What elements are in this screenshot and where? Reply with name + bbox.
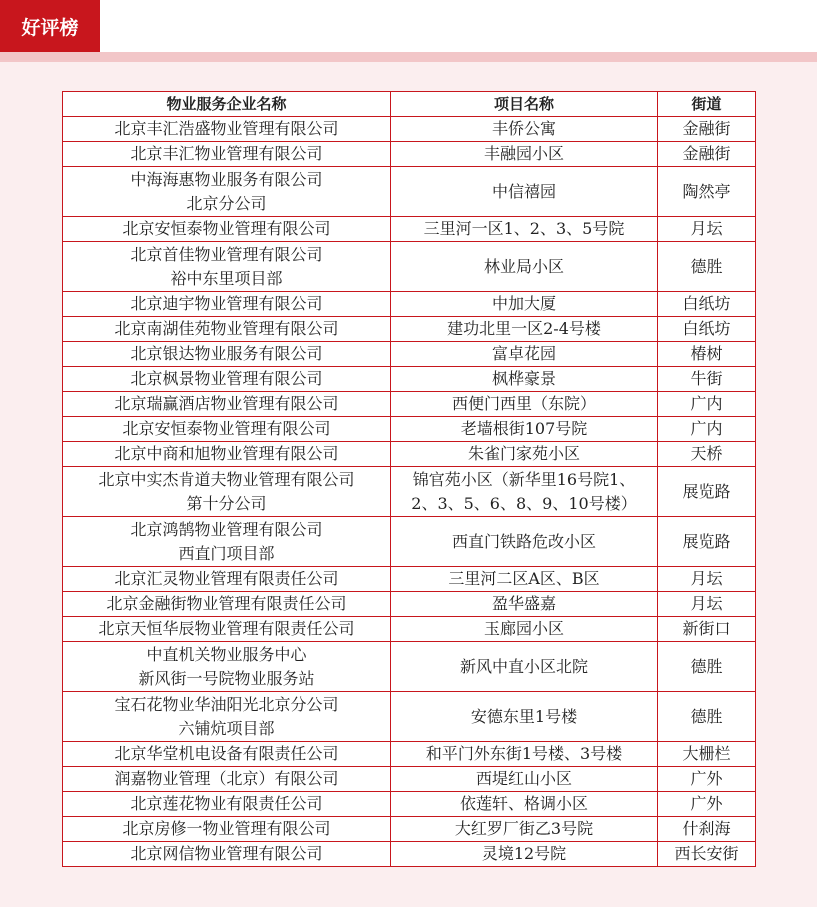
company-cell (63, 242, 391, 292)
table-row (63, 292, 756, 317)
table-row (63, 317, 756, 342)
project-cell-line: 依莲轩、格调小区 (459, 794, 588, 813)
ranking-table (62, 91, 756, 867)
project-cell-line: 三里河二区A区、B区 (448, 569, 600, 588)
table-row (63, 617, 756, 642)
company-cell-line: 北京安恒泰物业管理有限公司 (122, 419, 331, 438)
table-row (63, 592, 756, 617)
header (0, 0, 817, 62)
table-row (63, 142, 756, 167)
project-cell-line: 朱雀门家苑小区 (467, 444, 580, 463)
ranking-panel (0, 62, 817, 907)
street-cell: 金融街 (658, 117, 756, 142)
table-header-row (63, 92, 756, 117)
project-cell-line: 丰融园小区 (483, 144, 564, 163)
project-cell (391, 792, 658, 817)
street-cell: 新街口 (658, 617, 756, 642)
company-cell-line: 北京天恒华辰物业管理有限责任公司 (98, 619, 355, 638)
project-cell (391, 617, 658, 642)
company-cell-line: 北京金融街物业管理有限责任公司 (106, 594, 347, 613)
table-row (63, 517, 756, 567)
project-cell (391, 367, 658, 392)
table-row (63, 367, 756, 392)
company-cell-line: 六铺炕项目部 (178, 718, 275, 738)
project-cell (391, 317, 658, 342)
project-cell-line: 建功北里一区2-4号楼 (447, 319, 601, 338)
company-cell-line: 北京房修一物业管理有限公司 (122, 819, 331, 838)
company-cell (63, 292, 391, 317)
project-cell-line: 和平门外东街1号楼、3号楼 (425, 744, 623, 763)
project-cell-line: 中信禧园 (491, 181, 556, 201)
company-cell (63, 642, 391, 692)
company-cell-line: 北京鸿鹄物业管理有限公司 (130, 519, 323, 539)
company-cell-line: 新风街一号院物业服务站 (138, 668, 315, 688)
project-cell (391, 217, 658, 242)
company-cell (63, 367, 391, 392)
company-cell-line: 北京丰汇物业管理有限公司 (130, 144, 323, 163)
project-cell-line: 西堤红山小区 (475, 769, 572, 788)
company-cell-line: 北京汇灵物业管理有限责任公司 (114, 569, 339, 588)
project-cell-line: 玉廊园小区 (483, 619, 564, 638)
project-cell-line: 西直门铁路危改小区 (451, 531, 596, 551)
street-cell: 什刹海 (658, 817, 756, 842)
company-cell (63, 567, 391, 592)
street-cell: 西长安街 (658, 842, 756, 867)
project-cell-line: 安德东里1号楼 (470, 706, 578, 726)
street-cell: 月坛 (658, 592, 756, 617)
project-cell (391, 742, 658, 767)
project-cell (391, 242, 658, 292)
project-cell (391, 442, 658, 467)
table-row (63, 742, 756, 767)
company-cell-line: 北京华堂机电设备有限责任公司 (114, 744, 339, 763)
table-row (63, 217, 756, 242)
project-cell-line: 枫桦豪景 (491, 369, 556, 388)
street-cell: 月坛 (658, 567, 756, 592)
street-cell: 展览路 (658, 517, 756, 567)
company-cell (63, 792, 391, 817)
table-row (63, 242, 756, 292)
company-cell (63, 142, 391, 167)
project-cell-line: 盈华盛嘉 (491, 594, 556, 613)
company-cell-line: 润嘉物业管理（北京）有限公司 (114, 769, 339, 788)
company-cell-line: 北京莲花物业有限责任公司 (130, 794, 323, 813)
table-row (63, 817, 756, 842)
project-cell-line: 大红罗厂街乙3号院 (454, 819, 594, 838)
project-cell-line: 锦官苑小区（新华里16号院1、 (412, 469, 636, 489)
company-cell-line: 西直门项目部 (178, 543, 275, 563)
table-row (63, 692, 756, 742)
project-cell (391, 292, 658, 317)
company-cell-line: 北京瑞赢酒店物业管理有限公司 (114, 394, 339, 413)
street-cell: 白纸坊 (658, 292, 756, 317)
project-cell (391, 692, 658, 742)
page-title: 好评榜 (0, 0, 100, 52)
company-cell-line: 北京丰汇浩盛物业管理有限公司 (114, 119, 339, 138)
table-body (63, 117, 756, 867)
title-divider (0, 52, 817, 62)
project-cell-line: 2、3、5、6、8、9、10号楼） (411, 493, 637, 513)
company-cell-line: 北京安恒泰物业管理有限公司 (122, 219, 331, 238)
street-cell: 大栅栏 (658, 742, 756, 767)
company-cell-line: 北京南湖佳苑物业管理有限公司 (114, 319, 339, 338)
project-cell (391, 767, 658, 792)
street-cell: 展览路 (658, 467, 756, 517)
company-cell-line: 北京首佳物业管理有限公司 (130, 244, 323, 264)
street-cell: 月坛 (658, 217, 756, 242)
project-cell (391, 167, 658, 217)
company-cell (63, 767, 391, 792)
company-cell-line: 北京网信物业管理有限公司 (130, 844, 323, 863)
company-cell (63, 317, 391, 342)
project-cell (391, 142, 658, 167)
company-cell (63, 392, 391, 417)
company-cell-line: 裕中东里项目部 (170, 268, 283, 288)
project-cell (391, 817, 658, 842)
table-row (63, 567, 756, 592)
company-cell (63, 742, 391, 767)
company-cell (63, 592, 391, 617)
street-cell: 广内 (658, 417, 756, 442)
project-cell-line: 灵境12号院 (481, 844, 567, 863)
company-cell (63, 817, 391, 842)
company-cell (63, 517, 391, 567)
project-cell-line: 老墙根街107号院 (460, 419, 588, 438)
project-cell-line: 中加大厦 (491, 294, 556, 313)
table-row (63, 792, 756, 817)
street-cell: 广外 (658, 767, 756, 792)
header-company: 物业服务企业名称 (63, 92, 391, 117)
project-cell (391, 342, 658, 367)
company-cell (63, 167, 391, 217)
street-cell: 陶然亭 (658, 167, 756, 217)
company-cell-line: 北京中商和旭物业管理有限公司 (114, 444, 339, 463)
company-cell-line: 北京迪宇物业管理有限公司 (130, 294, 323, 313)
table-row (63, 392, 756, 417)
project-cell-line: 三里河一区1、2、3、5号院 (423, 219, 625, 238)
company-cell-line: 北京中实杰肯道夫物业管理有限公司 (98, 469, 355, 489)
street-cell: 金融街 (658, 142, 756, 167)
company-cell (63, 117, 391, 142)
street-cell: 德胜 (658, 692, 756, 742)
company-cell (63, 842, 391, 867)
company-cell (63, 442, 391, 467)
street-cell: 广外 (658, 792, 756, 817)
table-row (63, 342, 756, 367)
project-cell-line: 西便门西里（东院） (451, 394, 596, 413)
project-cell-line: 林业局小区 (483, 256, 564, 276)
project-cell (391, 842, 658, 867)
street-cell: 广内 (658, 392, 756, 417)
company-cell-line: 第十分公司 (186, 493, 267, 513)
company-cell (63, 217, 391, 242)
street-cell: 德胜 (658, 642, 756, 692)
company-cell-line: 北京枫景物业管理有限公司 (130, 369, 323, 388)
company-cell-line: 宝石花物业华油阳光北京分公司 (114, 694, 339, 714)
table-row (63, 167, 756, 217)
project-cell (391, 392, 658, 417)
table-row (63, 117, 756, 142)
table-row (63, 767, 756, 792)
header-project: 项目名称 (391, 92, 658, 117)
table-row (63, 467, 756, 517)
header-street: 街道 (658, 92, 756, 117)
company-cell (63, 467, 391, 517)
street-cell: 天桥 (658, 442, 756, 467)
project-cell (391, 592, 658, 617)
street-cell: 椿树 (658, 342, 756, 367)
company-cell-line: 北京银达物业服务有限公司 (130, 344, 323, 363)
project-cell-line: 丰侨公寓 (491, 119, 556, 138)
table-row (63, 842, 756, 867)
project-cell (391, 117, 658, 142)
company-cell-line: 中直机关物业服务中心 (146, 644, 307, 664)
company-cell (63, 417, 391, 442)
project-cell (391, 517, 658, 567)
project-cell (391, 642, 658, 692)
company-cell (63, 692, 391, 742)
company-cell-line: 北京分公司 (186, 193, 267, 213)
table-row (63, 442, 756, 467)
project-cell-line: 富卓花园 (491, 344, 556, 363)
project-cell (391, 567, 658, 592)
street-cell: 白纸坊 (658, 317, 756, 342)
table-row (63, 417, 756, 442)
project-cell (391, 467, 658, 517)
project-cell (391, 417, 658, 442)
street-cell: 牛街 (658, 367, 756, 392)
street-cell: 德胜 (658, 242, 756, 292)
project-cell-line: 新风中直小区北院 (459, 656, 588, 676)
table-row (63, 642, 756, 692)
company-cell (63, 617, 391, 642)
company-cell-line: 中海海惠物业服务有限公司 (130, 169, 323, 189)
company-cell (63, 342, 391, 367)
